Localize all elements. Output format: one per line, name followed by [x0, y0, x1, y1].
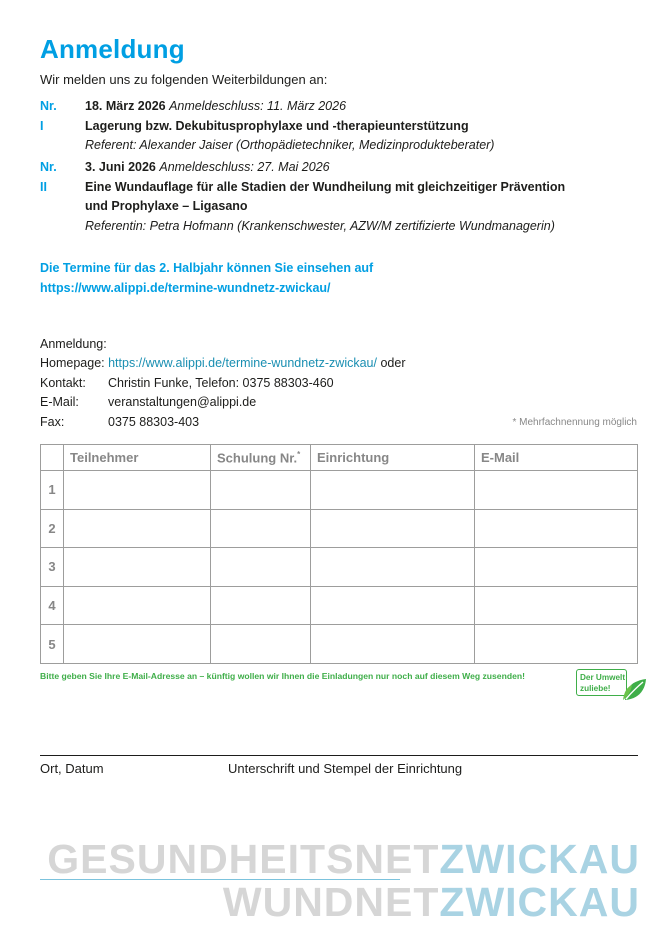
- course-title: Lagerung bzw. Dekubitusprophylaxe und -therapieunterstützung: [85, 118, 469, 133]
- table-footnote: * Mehrfachnennung möglich: [512, 417, 637, 428]
- email-label: E-Mail:: [40, 395, 79, 409]
- email-note: Bitte geben Sie Ihre E-Mail-Adresse an – künftig wollen wir Ihnen die Einladungen nur noch auf diesem Weg zusenden!: [40, 671, 525, 681]
- registration-heading: Anmeldung:: [40, 337, 107, 351]
- course-date: 18. März 2026: [85, 99, 166, 113]
- course-number: Nr. II: [40, 160, 57, 194]
- row-number: 5: [41, 625, 64, 664]
- email-cell[interactable]: [475, 625, 638, 664]
- facility-cell[interactable]: [311, 586, 475, 625]
- table-row: [41, 586, 638, 625]
- header-participant: Teilnehmer: [64, 445, 211, 471]
- course-deadline: Anmeldeschluss: 27. Mai 2026: [159, 160, 330, 174]
- contact-label: Kontakt:: [40, 376, 86, 390]
- brand-line-1-blue: ZWICKAU: [439, 836, 640, 882]
- brand-line-2: [222, 879, 640, 925]
- eco-badge-line1: Der Umwelt: [580, 673, 626, 682]
- course-nr-cell[interactable]: [211, 625, 311, 664]
- course-number: Nr. I: [40, 99, 57, 133]
- table-row: [41, 471, 638, 510]
- contact-value: Christin Funke, Telefon: 0375 88303-460: [108, 376, 334, 390]
- course-nr-cell[interactable]: [211, 509, 311, 548]
- course-deadline: Anmeldeschluss: 11. März 2026: [169, 99, 347, 113]
- eco-badge-line2: zuliebe!: [580, 684, 611, 693]
- table-row: [41, 625, 638, 664]
- contact-row: [40, 374, 334, 394]
- course-title-cont: und Prophylaxe – Ligasano: [85, 199, 248, 213]
- course-title: Eine Wundauflage für alle Stadien der Wundheilung mit gleichzeitiger Prävention: [85, 179, 566, 194]
- email-cell[interactable]: [475, 509, 638, 548]
- leaf-icon: [622, 676, 648, 702]
- homepage-link[interactable]: https://www.alippi.de/termine-wundnetz-zwickau/: [108, 356, 377, 370]
- participant-cell[interactable]: [64, 548, 211, 587]
- table-row: [41, 509, 638, 548]
- table-header-row: [41, 445, 638, 471]
- row-number: 1: [41, 471, 64, 510]
- fax-label: Fax:: [40, 415, 65, 429]
- row-number: 2: [41, 509, 64, 548]
- participant-cell[interactable]: [64, 586, 211, 625]
- course-nr-cell[interactable]: [211, 586, 311, 625]
- signature-stamp-label: Unterschrift und Stempel der Einrichtung: [228, 761, 463, 776]
- schedule-note-link[interactable]: https://www.alippi.de/termine-wundnetz-zwickau/: [40, 281, 331, 295]
- page-title: Anmeldung: [40, 34, 185, 64]
- header-facility: Einrichtung: [311, 445, 475, 471]
- schedule-note-text: Die Termine für das 2. Halbjahr können Sie einsehen auf: [40, 261, 374, 275]
- place-date-label: Ort, Datum: [40, 761, 104, 776]
- participant-cell[interactable]: [64, 471, 211, 510]
- schedule-note: [40, 258, 373, 298]
- brand-line-2-blue: ZWICKAU: [439, 879, 640, 925]
- homepage-label: Homepage:: [40, 356, 105, 370]
- course-date: 3. Juni 2026: [85, 160, 156, 174]
- header-email: E-Mail: [475, 445, 638, 471]
- course-speaker: Referent: Alexander Jaiser (Orthopädietechniker, Medizinprodukteberater): [85, 138, 495, 152]
- participant-cell[interactable]: [64, 625, 211, 664]
- facility-cell[interactable]: [311, 509, 475, 548]
- brand-line-1-grey: GESUNDHEITSNET: [47, 836, 440, 882]
- header-index: [41, 445, 64, 471]
- intro-text: Wir melden uns zu folgenden Weiterbildungen an:: [40, 72, 328, 87]
- homepage-row: [40, 354, 406, 374]
- fax-row: [40, 413, 199, 433]
- eco-badge-box: [576, 669, 627, 696]
- signature-line: [40, 755, 638, 756]
- facility-cell[interactable]: [311, 625, 475, 664]
- email-value[interactable]: veranstaltungen@alippi.de: [108, 395, 257, 409]
- table-row: [41, 548, 638, 587]
- brand-line-2-grey: WUNDNET: [222, 879, 440, 925]
- header-course-nr-mark: *: [297, 449, 301, 459]
- row-number: 3: [41, 548, 64, 587]
- participant-cell[interactable]: [64, 509, 211, 548]
- fax-value: 0375 88303-403: [108, 415, 200, 429]
- homepage-suffix: oder: [380, 356, 406, 370]
- email-cell[interactable]: [475, 548, 638, 587]
- email-cell[interactable]: [475, 471, 638, 510]
- header-course-nr: [211, 445, 311, 471]
- course-speaker: Referentin: Petra Hofmann (Krankenschwester, AZW/M zertifizierte Wundmanagerin): [85, 218, 555, 233]
- brand-line-1: [47, 836, 640, 882]
- course-nr-cell[interactable]: [211, 471, 311, 510]
- facility-cell[interactable]: [311, 548, 475, 587]
- email-row: [40, 393, 256, 413]
- email-cell[interactable]: [475, 586, 638, 625]
- header-course-nr-label: Schulung Nr.: [217, 450, 298, 466]
- facility-cell[interactable]: [311, 471, 475, 510]
- participant-table: [40, 444, 638, 664]
- course-nr-cell[interactable]: [211, 548, 311, 587]
- row-number: 4: [41, 586, 64, 625]
- eco-badge: [576, 668, 648, 702]
